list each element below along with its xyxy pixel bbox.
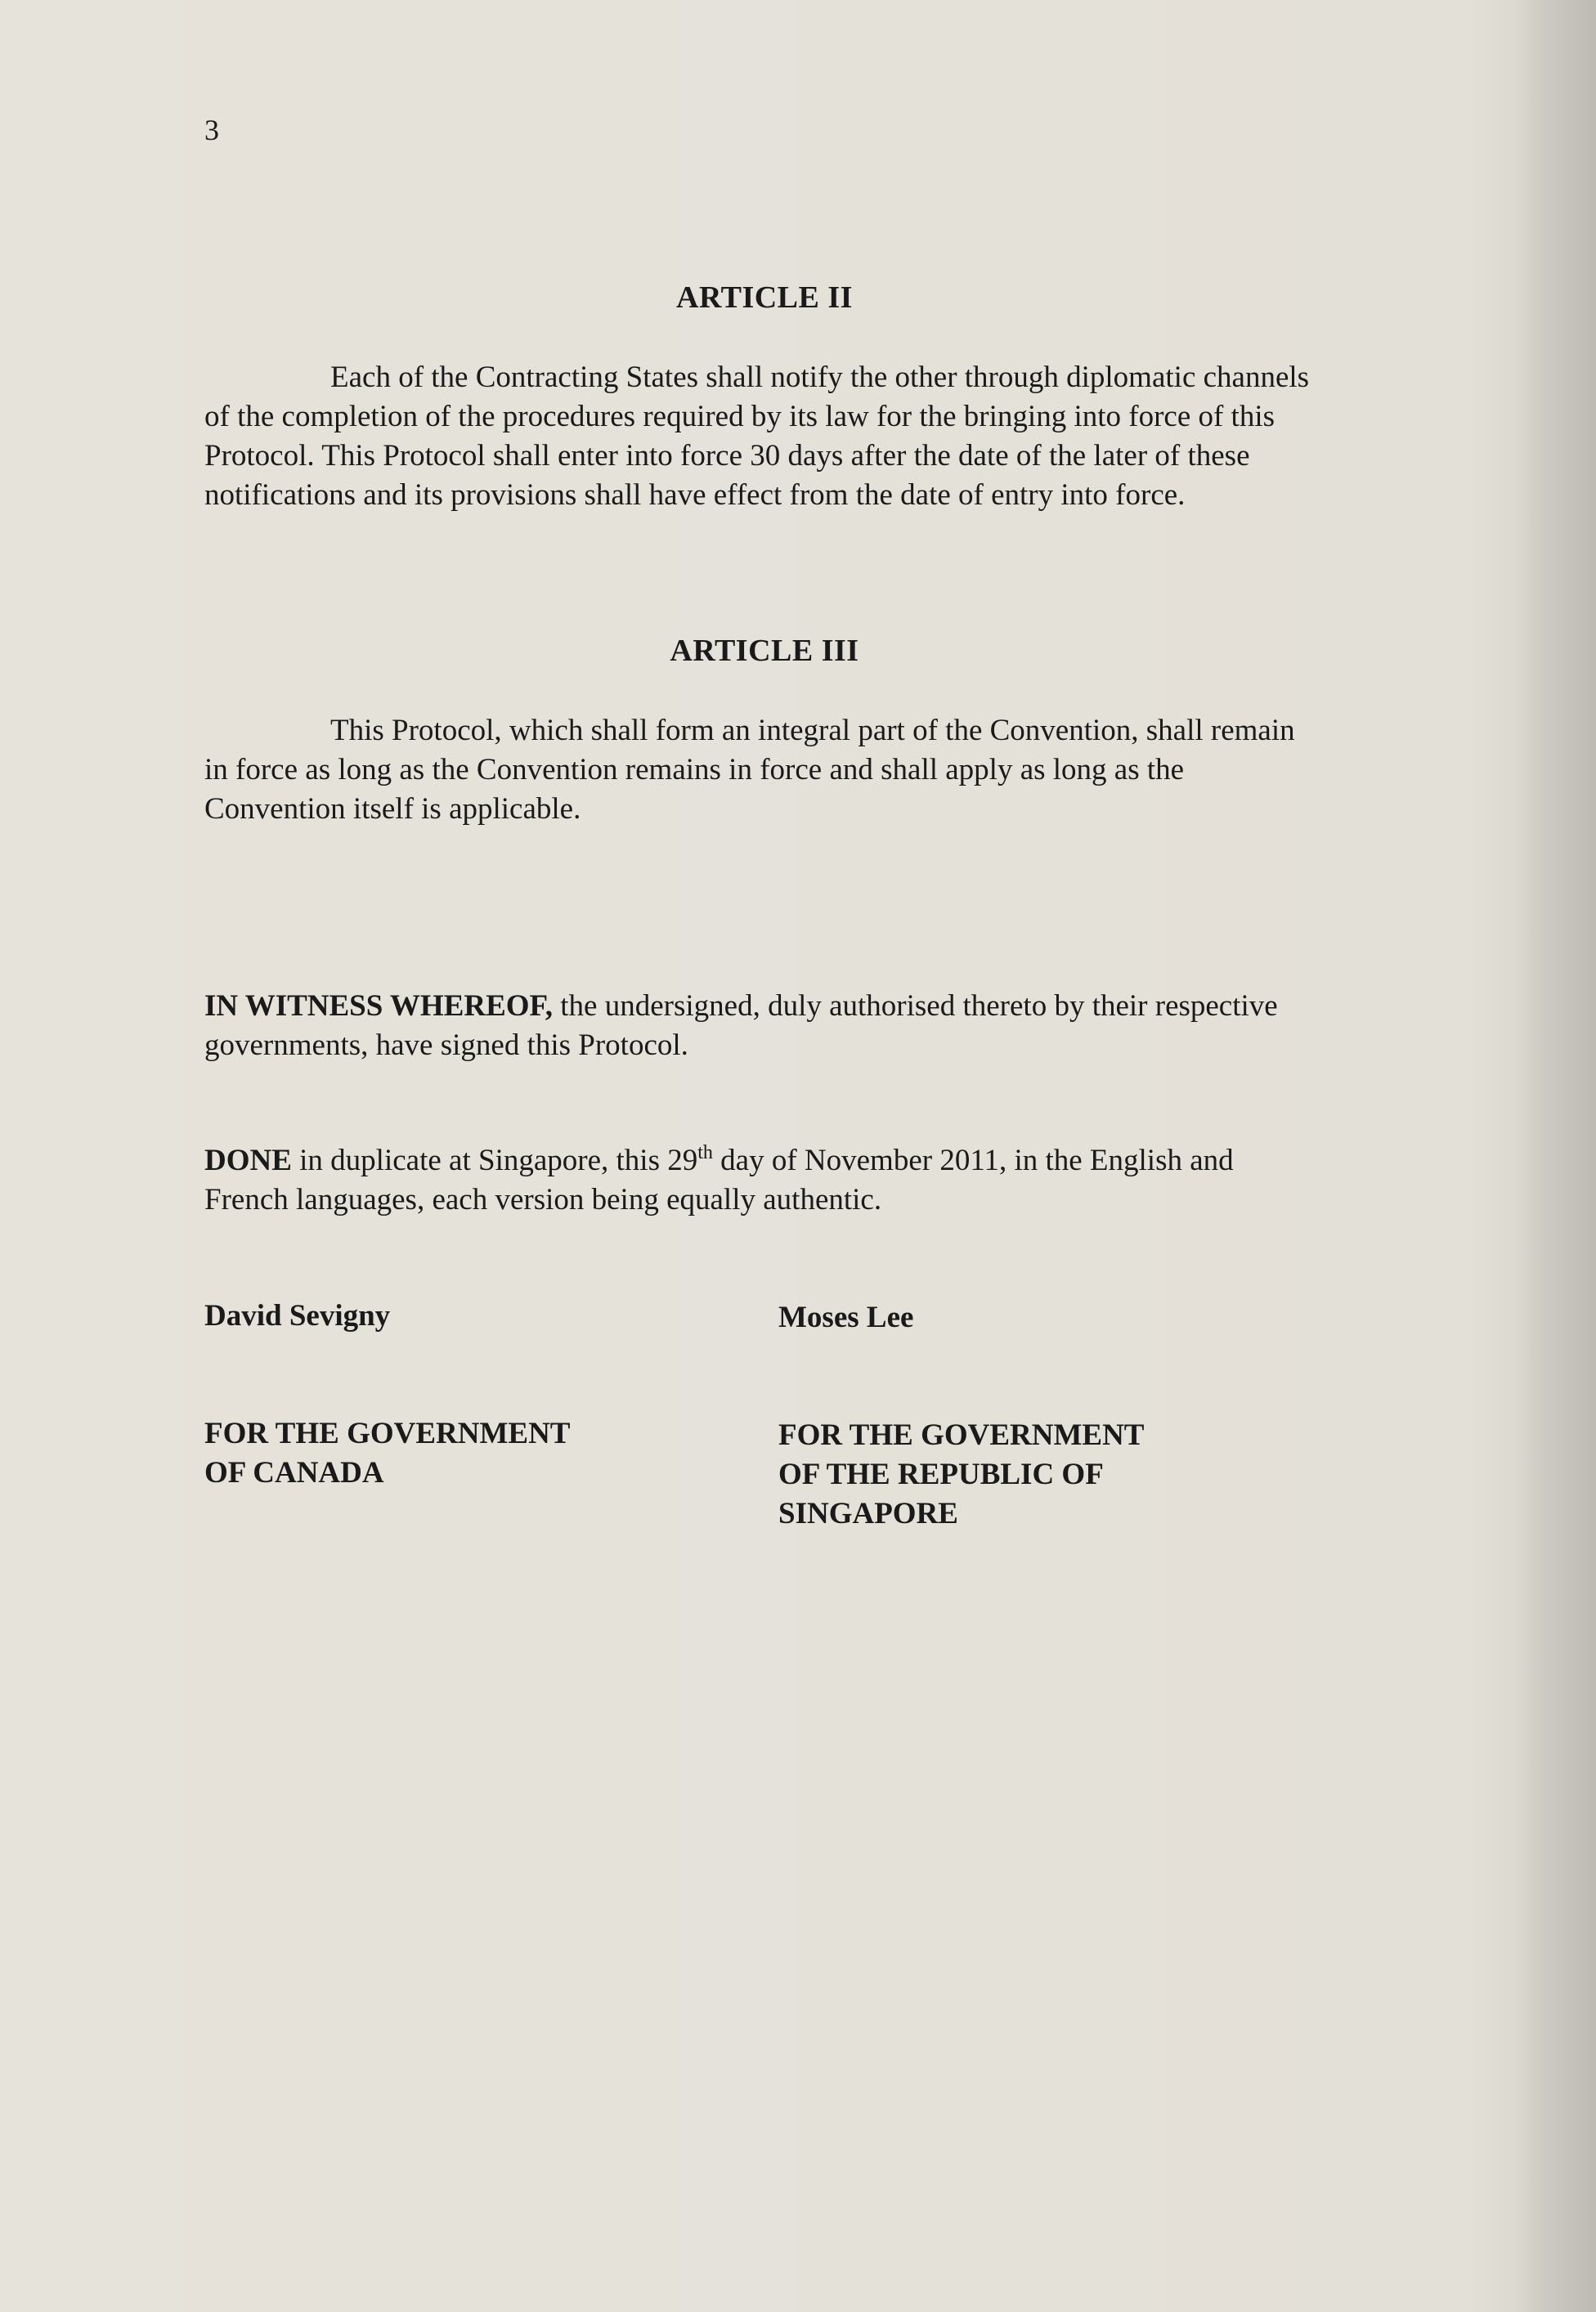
right-signatory-name: Moses Lee bbox=[778, 1301, 914, 1334]
page-number: 3 bbox=[204, 114, 219, 146]
article-ii-heading: ARTICLE II bbox=[676, 280, 853, 315]
witness-clause bbox=[204, 987, 1325, 1065]
left-signatory-name: David Sevigny bbox=[204, 1299, 391, 1333]
article-iii-text: This Protocol, which shall form an integral part of the Convention, shall remain in force as long as the Convention remains in force and shall apply as long as the Convention itself is applicable. bbox=[204, 714, 1295, 826]
left-gov-line-2: OF CANADA bbox=[204, 1456, 384, 1490]
right-gov-line-2: OF THE REPUBLIC OF bbox=[778, 1458, 1104, 1491]
page-fold-shadow bbox=[1514, 0, 1596, 2312]
article-ii-body bbox=[204, 358, 1325, 515]
right-signatory-government bbox=[778, 1416, 1144, 1534]
done-superscript: th bbox=[697, 1142, 713, 1163]
right-gov-line-3: SINGAPORE bbox=[778, 1497, 958, 1530]
article-ii-text: Each of the Contracting States shall notify the other through diplomatic channels of the completion of the procedures required by its law for the bringing into force of this Protocol. This Protocol shall enter into force 30 days after the date of the later of these notifications and its provisions shall have effect from the date of entry into force. bbox=[204, 361, 1310, 512]
done-clause bbox=[204, 1141, 1325, 1220]
witness-text: the undersigned, duly authorised thereto by their respective governments, have signed this Protocol. bbox=[204, 989, 1278, 1062]
witness-lead: IN WITNESS WHEREOF, bbox=[204, 989, 554, 1023]
article-iii-heading: ARTICLE III bbox=[670, 634, 859, 668]
done-text-before: in duplicate at Singapore, this 29 bbox=[291, 1144, 698, 1177]
article-iii-body bbox=[204, 711, 1325, 829]
left-gov-line-1: FOR THE GOVERNMENT bbox=[204, 1417, 571, 1450]
done-lead: DONE bbox=[204, 1144, 292, 1177]
right-gov-line-1: FOR THE GOVERNMENT bbox=[778, 1418, 1145, 1452]
done-text-after: day of November 2011, in the English and French languages, each version being equally authentic. bbox=[204, 1144, 1234, 1216]
left-signatory-government bbox=[204, 1414, 570, 1493]
